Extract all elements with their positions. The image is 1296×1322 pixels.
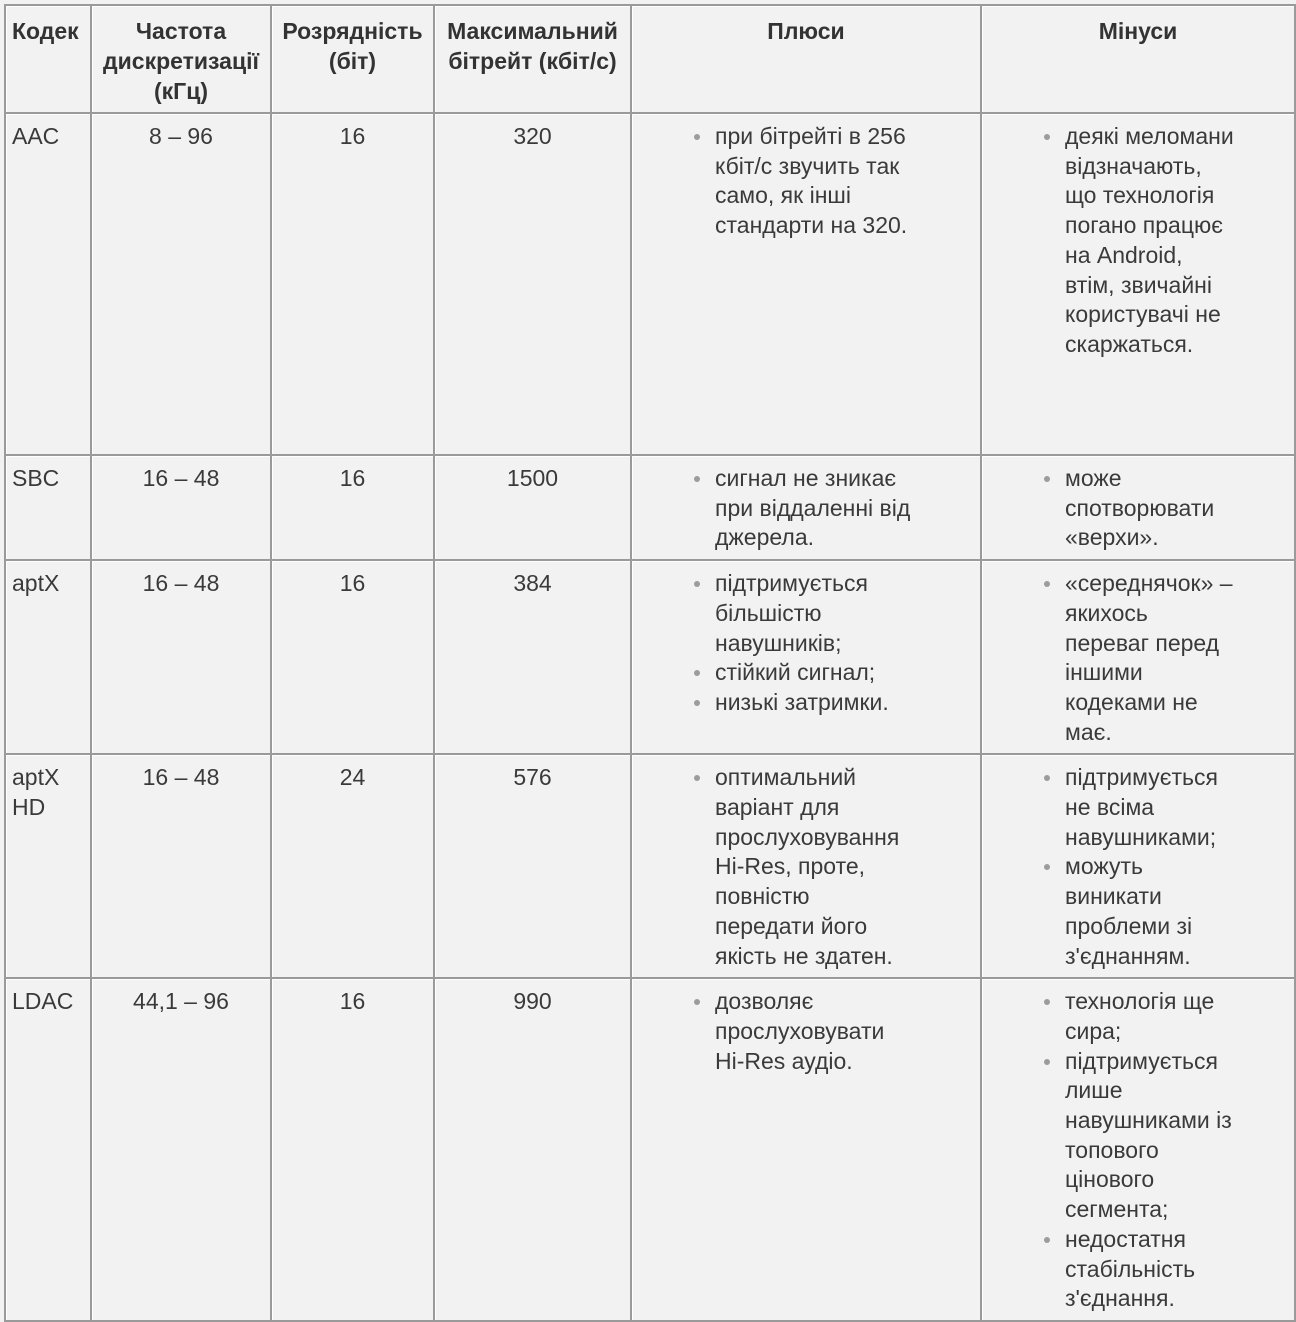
sample-rate: 16 – 48 [92,456,272,561]
pros-list [638,464,914,553]
pros-cell [632,755,982,979]
list-item: підтримується не всіма навушниками; [1044,763,1234,852]
cons-list [988,987,1234,1314]
codec-comparison-table [4,4,1296,1322]
pros-cell [632,979,982,1322]
header-pros: Плюси [632,6,982,114]
list-item: стійкий сигнал; [694,658,914,688]
cons-list [988,122,1234,360]
header-bit-depth: Розрядність (біт) [272,6,435,114]
pros-cell [632,561,982,755]
pros-list [638,122,914,241]
list-item: оптимальний варіант для прослуховування Hi-Res, проте, повністю передати його якість не здатен. [694,763,914,971]
cons-cell [982,979,1296,1322]
header-max-bitrate: Максимальний бітрейт (кбіт/с) [435,6,632,114]
cons-list [988,464,1234,553]
max-bitrate: 990 [435,979,632,1322]
cons-list [988,763,1234,971]
table-row [6,561,1296,755]
list-item: деякі меломани відзначають, що технологія погано працює на Android, втім, звичайні користувачі не скаржаться. [1044,122,1234,360]
list-item: можуть виникати проблеми зі з'єднанням. [1044,852,1234,971]
pros-list [638,987,914,1076]
list-item: підтримується більшістю навушників; [694,569,914,658]
bit-depth: 16 [272,456,435,561]
sample-rate: 16 – 48 [92,561,272,755]
cons-cell [982,755,1296,979]
header-codec: Кодек [6,6,92,114]
list-item: сигнал не зникає при віддаленні від джерела. [694,464,914,553]
pros-cell [632,114,982,456]
cons-cell [982,561,1296,755]
codec-name: AAC [6,114,92,456]
pros-list [638,763,914,971]
header-cons: Мінуси [982,6,1296,114]
bit-depth: 16 [272,979,435,1322]
cons-cell [982,456,1296,561]
header-sample-rate: Частота дискретизації (кГц) [92,6,272,114]
list-item: може спотворювати «верхи». [1044,464,1234,553]
list-item: при бітрейті в 256 кбіт/с звучить так само, як інші стандарти на 320. [694,122,914,241]
list-item: підтримується лише навушниками із топового цінового сегмента; [1044,1047,1234,1225]
sample-rate: 8 – 96 [92,114,272,456]
sample-rate: 16 – 48 [92,755,272,979]
list-item: недостатня стабільність з'єднання. [1044,1225,1234,1314]
bit-depth: 24 [272,755,435,979]
cons-cell [982,114,1296,456]
codec-name: SBC [6,456,92,561]
table-row [6,979,1296,1322]
list-item: «середнячок» – якихось переваг перед іншими кодеками не має. [1044,569,1234,747]
list-item: дозволяє прослуховувати Hi-Res аудіо. [694,987,914,1076]
list-item: технологія ще сира; [1044,987,1234,1046]
header-row [6,6,1296,114]
max-bitrate: 1500 [435,456,632,561]
pros-cell [632,456,982,561]
sample-rate: 44,1 – 96 [92,979,272,1322]
codec-name: aptX [6,561,92,755]
cons-list [988,569,1234,747]
table-row [6,114,1296,456]
max-bitrate: 576 [435,755,632,979]
bit-depth: 16 [272,561,435,755]
codec-name: LDAC [6,979,92,1322]
table-row [6,456,1296,561]
max-bitrate: 320 [435,114,632,456]
max-bitrate: 384 [435,561,632,755]
pros-list [638,569,914,718]
codec-name: aptX HD [6,755,92,979]
table-row [6,755,1296,979]
bit-depth: 16 [272,114,435,456]
list-item: низькі затримки. [694,688,914,718]
